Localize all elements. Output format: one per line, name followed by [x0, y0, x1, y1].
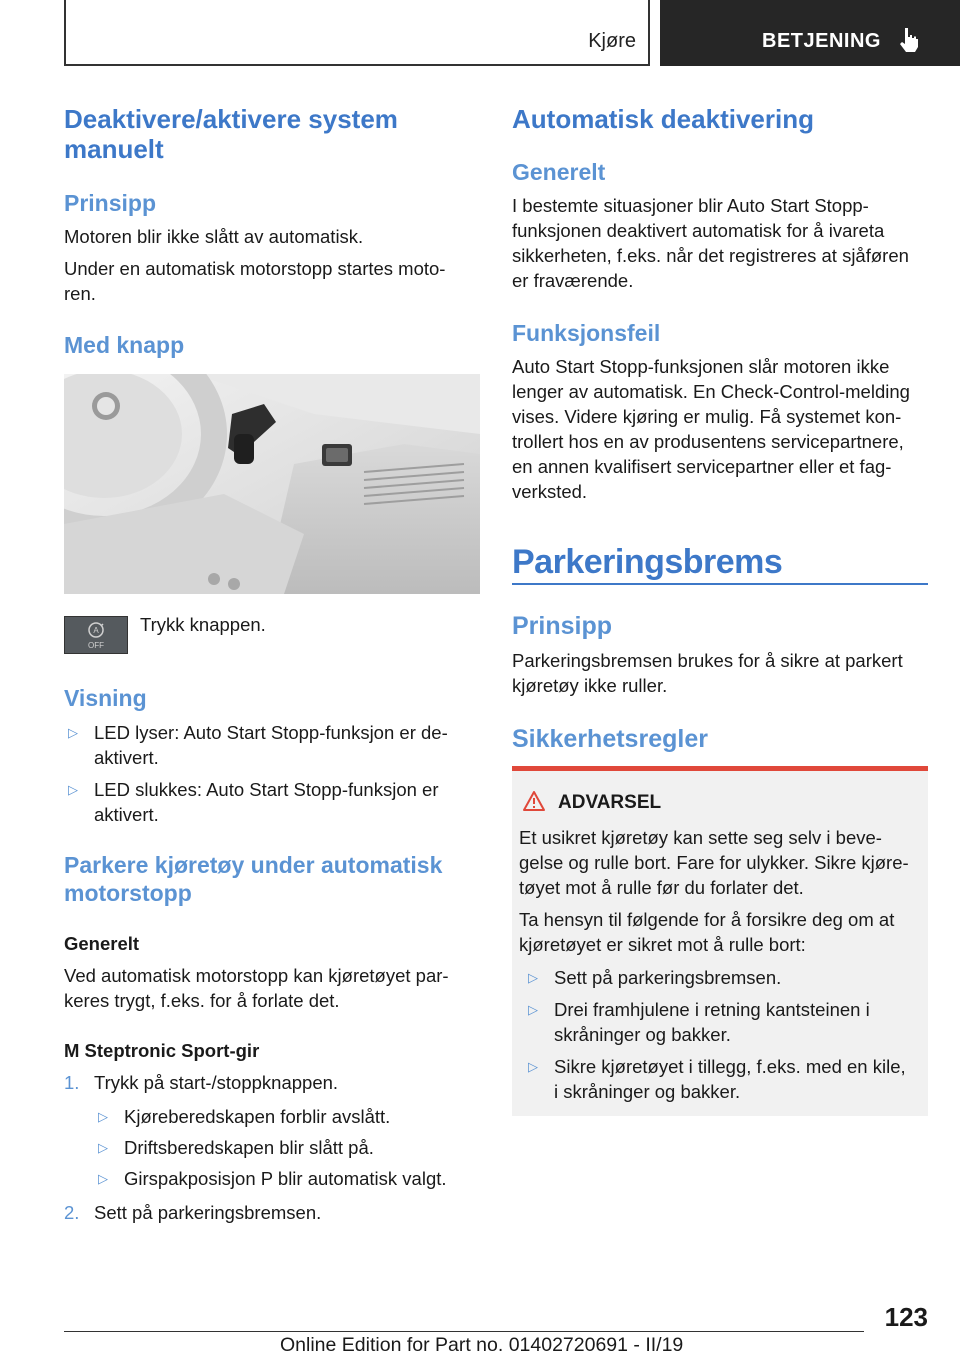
warning-item-2-line2: skråninger og bakker. — [554, 1024, 731, 1045]
generelt-right-line2: funksjonen deaktivert automatisk for å ivareta — [512, 220, 885, 241]
bullet-triangle-icon: ▷ — [528, 970, 538, 985]
bullet-triangle-icon: ▷ — [528, 1002, 538, 1017]
bullet-triangle-icon: ▷ — [98, 1140, 108, 1155]
warning-label: ADVARSEL — [558, 792, 662, 813]
section-title-manual-line2: manuelt — [64, 134, 164, 164]
funksjonsfeil-line5: en annen kvalifisert servicepartner eller et fag- — [512, 456, 892, 477]
warning-item-2-line1: Drei framhjulene i retning kantsteinen i — [554, 999, 870, 1020]
text-prinsipp-1: Motoren blir ikke slått av automatisk. — [64, 226, 364, 247]
warning-item-3-line1: Sikre kjøretøyet i tillegg, f.eks. med en kile, — [554, 1056, 906, 1077]
dashboard-illustration — [64, 374, 480, 594]
page-number: 123 — [884, 1302, 928, 1332]
header-section-label: Kjøre — [588, 30, 636, 52]
heading-med-knapp: Med knapp — [64, 332, 185, 358]
section-title-auto-deactivation: Automatisk deaktivering — [512, 104, 814, 134]
off-label: OFF — [88, 641, 104, 650]
heading-generelt-right: Generelt — [512, 159, 606, 185]
svg-text:A: A — [93, 626, 99, 635]
heading-prinsipp: Prinsipp — [64, 190, 157, 216]
step-number: 2. — [64, 1202, 80, 1223]
generelt-right-line1: I bestemte situasjoner blir Auto Start Stopp- — [512, 195, 869, 216]
auto-start-stop-off-button-image — [64, 616, 128, 654]
funksjonsfeil-line1: Auto Start Stopp-funksjonen slår motoren ikke — [512, 356, 890, 377]
header-section-tab — [64, 0, 650, 66]
heading-sikkerhetsregler: Sikkerhetsregler — [512, 725, 708, 753]
generelt-right-line4: er fraværende. — [512, 270, 634, 291]
warning-p2-line1: Ta hensyn til følgende for å forsikre deg om at — [519, 909, 895, 930]
prinsipp-right-line1: Parkeringsbremsen brukes for å sikre at parkert — [512, 650, 903, 671]
text-prinsipp-2: Under en automatisk motorstopp startes moto- — [64, 258, 446, 279]
heading-m-steptronic: M Steptronic Sport-gir — [64, 1040, 260, 1061]
auto-start-stop-icon — [65, 617, 127, 653]
bullet-triangle-icon: ▷ — [528, 1059, 538, 1074]
visning-item-2-line2: aktivert. — [94, 804, 159, 825]
step-2-text: Sett på parkeringsbremsen. — [94, 1202, 322, 1223]
bullet-triangle-icon: ▷ — [98, 1171, 108, 1186]
warning-p1-line3: tøyet mot å rulle før du forlater det. — [519, 877, 804, 898]
text-prinsipp-2b: ren. — [64, 283, 96, 304]
bullet-triangle-icon: ▷ — [68, 725, 78, 740]
header-chapter-label: BETJENING — [762, 30, 881, 52]
bullet-triangle-icon: ▷ — [68, 782, 78, 797]
heading-generelt-left: Generelt — [64, 933, 140, 954]
funksjonsfeil-line4: trollert hos en av produsentens servicepartnere, — [512, 431, 904, 452]
warning-p1-line2: gelse og rulle bort. Fare for ulykker. Sikre kjøre- — [519, 852, 909, 873]
visning-item-1-line2: aktivert. — [94, 747, 159, 768]
generelt-left-line1: Ved automatisk motorstopp kan kjøretøyet par- — [64, 965, 449, 986]
heading-visning: Visning — [64, 685, 147, 711]
funksjonsfeil-line2: lenger av automatisk. En Check-Control-melding — [512, 381, 910, 402]
chapter-title-parkeringsbrems: Parkeringsbrems — [512, 543, 783, 581]
generelt-left-line2: keres trygt, f.eks. for å forlate det. — [64, 990, 340, 1011]
heading-parkere-line2: motorstopp — [64, 880, 192, 906]
warning-triangle-icon — [522, 790, 546, 812]
dashboard-photo — [64, 374, 480, 594]
substep-3: Girspakposisjon P blir automatisk valgt. — [124, 1168, 447, 1189]
page-header — [0, 0, 960, 66]
heading-funksjonsfeil: Funksjonsfeil — [512, 320, 661, 346]
section-title-manual: Deaktivere/aktivere system — [64, 104, 398, 134]
substep-2: Driftsberedskapen blir slått på. — [124, 1137, 374, 1158]
funksjonsfeil-line3: vises. Videre kjøring er mulig. Få systemet kon- — [512, 406, 902, 427]
visning-item-2-line1: LED slukkes: Auto Start Stopp-funksjon er — [94, 779, 439, 800]
visning-item-1-line1: LED lyser: Auto Start Stopp-funksjon er de- — [94, 722, 448, 743]
caption-press-button: Trykk knappen. — [140, 614, 266, 635]
warning-item-1: Sett på parkeringsbremsen. — [554, 967, 782, 988]
step-number: 1. — [64, 1072, 80, 1093]
bullet-triangle-icon: ▷ — [98, 1109, 108, 1124]
heading-prinsipp-right: Prinsipp — [512, 612, 613, 640]
substep-1: Kjørеberedskapen forblir avslått. — [124, 1106, 391, 1127]
warning-p2-line2: kjøretøyet er sikret mot å rulle bort: — [519, 934, 806, 955]
edition-footer: Online Edition for Part no. 01402720691 - II/19 — [280, 1334, 684, 1356]
warning-p1-line1: Et usikret kjøretøy kan sette seg selv i beve- — [519, 827, 882, 848]
title-divider — [512, 583, 928, 585]
prinsipp-right-line2: kjøretøy ikke ruller. — [512, 675, 668, 696]
generelt-right-line3: sikkerheten, f.eks. når det registreres at sjåføren — [512, 245, 909, 266]
funksjonsfeil-line6: verksted. — [512, 481, 588, 502]
pointing-hand-icon — [898, 27, 920, 53]
warning-item-3-line2: i skråninger og bakker. — [554, 1081, 741, 1102]
heading-parkere: Parkere kjøretøy under automatisk — [64, 852, 443, 878]
footer-divider — [64, 1331, 864, 1332]
step-1-text: Trykk på start-/stoppknappen. — [94, 1072, 339, 1093]
